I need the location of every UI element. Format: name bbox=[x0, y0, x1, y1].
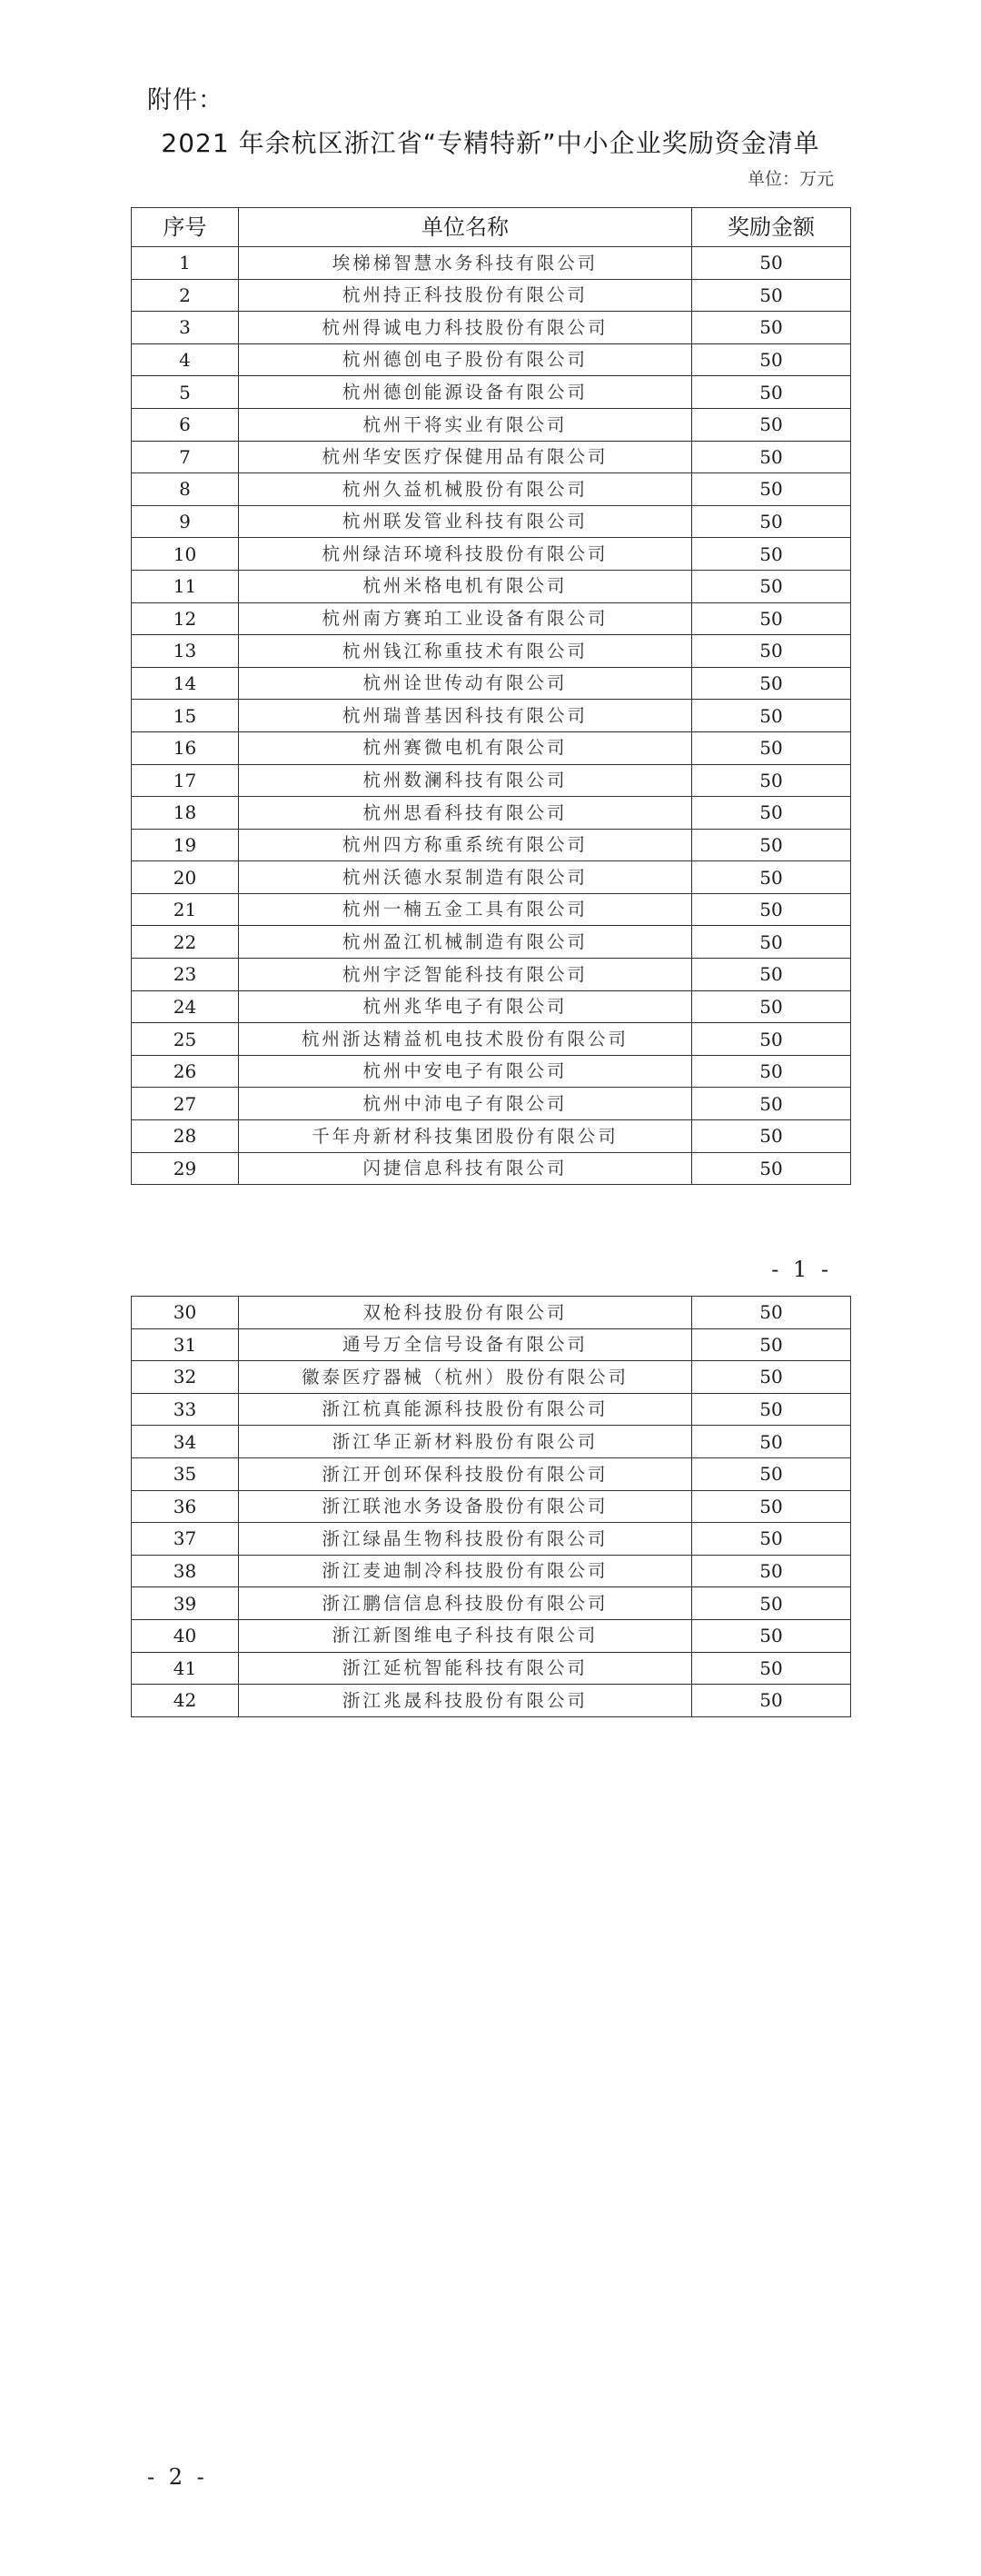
table-row bbox=[132, 343, 851, 376]
company-name: 浙江新图维电子科技有限公司 bbox=[239, 1619, 692, 1652]
company-name: 杭州诠世传动有限公司 bbox=[239, 667, 692, 700]
table-row bbox=[132, 1088, 851, 1120]
company-name: 杭州兆华电子有限公司 bbox=[239, 990, 692, 1023]
company-name: 杭州中沛电子有限公司 bbox=[239, 1088, 692, 1120]
award-amount: 50 bbox=[692, 861, 851, 894]
page-number-2: - 2 - bbox=[147, 2464, 208, 2490]
award-amount: 50 bbox=[692, 1457, 851, 1490]
table-row bbox=[132, 1619, 851, 1652]
award-table-page-2 bbox=[131, 1296, 851, 1717]
row-index: 2 bbox=[132, 279, 239, 312]
row-index: 10 bbox=[132, 538, 239, 571]
award-amount: 50 bbox=[692, 441, 851, 473]
company-name: 杭州华安医疗保健用品有限公司 bbox=[239, 441, 692, 473]
row-index: 38 bbox=[132, 1555, 239, 1587]
row-index: 28 bbox=[132, 1120, 239, 1153]
row-index: 5 bbox=[132, 376, 239, 409]
row-index: 40 bbox=[132, 1619, 239, 1652]
company-name: 浙江开创环保科技股份有限公司 bbox=[239, 1457, 692, 1490]
company-name: 浙江鹏信信息科技股份有限公司 bbox=[239, 1587, 692, 1620]
company-name: 杭州宇泛智能科技有限公司 bbox=[239, 959, 692, 991]
award-amount: 50 bbox=[692, 1490, 851, 1523]
table-row bbox=[132, 1587, 851, 1620]
company-name: 埃梯梯智慧水务科技有限公司 bbox=[239, 247, 692, 280]
row-index: 39 bbox=[132, 1587, 239, 1620]
table-row bbox=[132, 1055, 851, 1088]
award-amount: 50 bbox=[692, 1088, 851, 1120]
company-name: 徽泰医疗器械（杭州）股份有限公司 bbox=[239, 1361, 692, 1394]
award-amount: 50 bbox=[692, 700, 851, 732]
table-row bbox=[132, 1490, 851, 1523]
table-row bbox=[132, 635, 851, 668]
company-name: 浙江延杭智能科技有限公司 bbox=[239, 1652, 692, 1685]
award-table-page-1 bbox=[131, 207, 851, 1185]
award-amount: 50 bbox=[692, 1361, 851, 1394]
header-award-amount: 奖励金额 bbox=[692, 208, 851, 247]
table-row bbox=[132, 473, 851, 506]
award-amount: 50 bbox=[692, 1555, 851, 1587]
award-amount: 50 bbox=[692, 990, 851, 1023]
table-row bbox=[132, 408, 851, 441]
table-row bbox=[132, 1457, 851, 1490]
company-name: 杭州得诚电力科技股份有限公司 bbox=[239, 312, 692, 344]
award-amount: 50 bbox=[692, 570, 851, 602]
company-name: 杭州瑞普基因科技有限公司 bbox=[239, 700, 692, 732]
row-index: 21 bbox=[132, 893, 239, 926]
table-row bbox=[132, 667, 851, 700]
award-amount: 50 bbox=[692, 408, 851, 441]
row-index: 19 bbox=[132, 829, 239, 861]
row-index: 16 bbox=[132, 731, 239, 764]
company-name: 杭州思看科技有限公司 bbox=[239, 797, 692, 830]
table-row bbox=[132, 1120, 851, 1153]
award-amount: 50 bbox=[692, 959, 851, 991]
unit-label: 单位：万元 bbox=[747, 169, 834, 189]
table-row bbox=[132, 1328, 851, 1361]
award-amount: 50 bbox=[692, 1297, 851, 1329]
table-row bbox=[132, 1426, 851, 1458]
row-index: 7 bbox=[132, 441, 239, 473]
table-row bbox=[132, 602, 851, 635]
table-row bbox=[132, 1393, 851, 1426]
row-index: 11 bbox=[132, 570, 239, 602]
row-index: 37 bbox=[132, 1523, 239, 1556]
row-index: 23 bbox=[132, 959, 239, 991]
award-amount: 50 bbox=[692, 473, 851, 506]
table-row bbox=[132, 990, 851, 1023]
company-name: 浙江兆晟科技股份有限公司 bbox=[239, 1685, 692, 1717]
row-index: 31 bbox=[132, 1328, 239, 1361]
award-amount: 50 bbox=[692, 1619, 851, 1652]
company-name: 杭州持正科技股份有限公司 bbox=[239, 279, 692, 312]
award-amount: 50 bbox=[692, 376, 851, 409]
company-name: 浙江华正新材料股份有限公司 bbox=[239, 1426, 692, 1458]
company-name: 杭州德创电子股份有限公司 bbox=[239, 343, 692, 376]
table-row bbox=[132, 797, 851, 830]
award-amount: 50 bbox=[692, 667, 851, 700]
row-index: 27 bbox=[132, 1088, 239, 1120]
company-name: 杭州干将实业有限公司 bbox=[239, 408, 692, 441]
company-name: 杭州数澜科技有限公司 bbox=[239, 764, 692, 797]
row-index: 22 bbox=[132, 926, 239, 959]
table-row bbox=[132, 505, 851, 538]
row-index: 4 bbox=[132, 343, 239, 376]
company-name: 杭州四方称重系统有限公司 bbox=[239, 829, 692, 861]
attachment-label: 附件： bbox=[147, 86, 223, 114]
row-index: 8 bbox=[132, 473, 239, 506]
award-amount: 50 bbox=[692, 893, 851, 926]
award-amount: 50 bbox=[692, 1523, 851, 1556]
table-row bbox=[132, 893, 851, 926]
award-amount: 50 bbox=[692, 279, 851, 312]
row-index: 18 bbox=[132, 797, 239, 830]
row-index: 12 bbox=[132, 602, 239, 635]
company-name: 杭州绿洁环境科技股份有限公司 bbox=[239, 538, 692, 571]
row-index: 17 bbox=[132, 764, 239, 797]
row-index: 26 bbox=[132, 1055, 239, 1088]
award-amount: 50 bbox=[692, 1587, 851, 1620]
company-name: 浙江杭真能源科技股份有限公司 bbox=[239, 1393, 692, 1426]
company-name: 杭州德创能源设备有限公司 bbox=[239, 376, 692, 409]
award-amount: 50 bbox=[692, 1393, 851, 1426]
company-name: 闪捷信息科技有限公司 bbox=[239, 1152, 692, 1185]
company-name: 杭州浙达精益机电技术股份有限公司 bbox=[239, 1023, 692, 1056]
company-name: 浙江麦迪制冷科技股份有限公司 bbox=[239, 1555, 692, 1587]
table-row bbox=[132, 1152, 851, 1185]
table-row bbox=[132, 1523, 851, 1556]
company-name: 杭州赛微电机有限公司 bbox=[239, 731, 692, 764]
table-row bbox=[132, 376, 851, 409]
page-number-1: - 1 - bbox=[771, 1257, 832, 1282]
award-amount: 50 bbox=[692, 247, 851, 280]
row-index: 15 bbox=[132, 700, 239, 732]
row-index: 42 bbox=[132, 1685, 239, 1717]
row-index: 9 bbox=[132, 505, 239, 538]
award-amount: 50 bbox=[692, 731, 851, 764]
table-row bbox=[132, 312, 851, 344]
award-amount: 50 bbox=[692, 1685, 851, 1717]
award-amount: 50 bbox=[692, 1426, 851, 1458]
table-header-row bbox=[132, 208, 851, 247]
award-amount: 50 bbox=[692, 764, 851, 797]
row-index: 29 bbox=[132, 1152, 239, 1185]
row-index: 1 bbox=[132, 247, 239, 280]
company-name: 杭州钱江称重技术有限公司 bbox=[239, 635, 692, 668]
table-row bbox=[132, 1361, 851, 1394]
company-name: 杭州沃德水泵制造有限公司 bbox=[239, 861, 692, 894]
company-name: 浙江绿晶生物科技股份有限公司 bbox=[239, 1523, 692, 1556]
table-row bbox=[132, 441, 851, 473]
company-name: 杭州中安电子有限公司 bbox=[239, 1055, 692, 1088]
award-amount: 50 bbox=[692, 343, 851, 376]
company-name: 通号万全信号设备有限公司 bbox=[239, 1328, 692, 1361]
award-amount: 50 bbox=[692, 797, 851, 830]
header-company-name: 单位名称 bbox=[239, 208, 692, 247]
company-name: 浙江联池水务设备股份有限公司 bbox=[239, 1490, 692, 1523]
row-index: 30 bbox=[132, 1297, 239, 1329]
document-title: 2021 年余杭区浙江省“专精特新”中小企业奖励资金清单 bbox=[161, 128, 820, 158]
table-row bbox=[132, 1023, 851, 1056]
award-amount: 50 bbox=[692, 1652, 851, 1685]
row-index: 41 bbox=[132, 1652, 239, 1685]
row-index: 20 bbox=[132, 861, 239, 894]
company-name: 杭州一楠五金工具有限公司 bbox=[239, 893, 692, 926]
table-row bbox=[132, 731, 851, 764]
row-index: 33 bbox=[132, 1393, 239, 1426]
award-amount: 50 bbox=[692, 1023, 851, 1056]
award-amount: 50 bbox=[692, 1152, 851, 1185]
row-index: 35 bbox=[132, 1457, 239, 1490]
row-index: 14 bbox=[132, 667, 239, 700]
award-amount: 50 bbox=[692, 1120, 851, 1153]
table-row bbox=[132, 959, 851, 991]
award-amount: 50 bbox=[692, 538, 851, 571]
company-name: 杭州联发管业科技有限公司 bbox=[239, 505, 692, 538]
table-row bbox=[132, 279, 851, 312]
award-amount: 50 bbox=[692, 926, 851, 959]
row-index: 6 bbox=[132, 408, 239, 441]
table-row bbox=[132, 538, 851, 571]
table-row bbox=[132, 829, 851, 861]
company-name: 杭州盈江机械制造有限公司 bbox=[239, 926, 692, 959]
company-name: 千年舟新材科技集团股份有限公司 bbox=[239, 1120, 692, 1153]
award-amount: 50 bbox=[692, 1055, 851, 1088]
table-row bbox=[132, 1555, 851, 1587]
award-amount: 50 bbox=[692, 1328, 851, 1361]
company-name: 杭州久益机械股份有限公司 bbox=[239, 473, 692, 506]
table-row bbox=[132, 926, 851, 959]
table-row bbox=[132, 861, 851, 894]
row-index: 36 bbox=[132, 1490, 239, 1523]
row-index: 24 bbox=[132, 990, 239, 1023]
table-row bbox=[132, 570, 851, 602]
award-amount: 50 bbox=[692, 635, 851, 668]
row-index: 32 bbox=[132, 1361, 239, 1394]
row-index: 3 bbox=[132, 312, 239, 344]
company-name: 杭州南方赛珀工业设备有限公司 bbox=[239, 602, 692, 635]
row-index: 34 bbox=[132, 1426, 239, 1458]
company-name: 杭州米格电机有限公司 bbox=[239, 570, 692, 602]
row-index: 25 bbox=[132, 1023, 239, 1056]
header-index: 序号 bbox=[132, 208, 239, 247]
company-name: 双枪科技股份有限公司 bbox=[239, 1297, 692, 1329]
award-amount: 50 bbox=[692, 602, 851, 635]
award-amount: 50 bbox=[692, 829, 851, 861]
table-row bbox=[132, 700, 851, 732]
table-row bbox=[132, 1685, 851, 1717]
table-row bbox=[132, 764, 851, 797]
table-row bbox=[132, 247, 851, 280]
row-index: 13 bbox=[132, 635, 239, 668]
table-row bbox=[132, 1652, 851, 1685]
award-amount: 50 bbox=[692, 505, 851, 538]
award-amount: 50 bbox=[692, 312, 851, 344]
table-row bbox=[132, 1297, 851, 1329]
